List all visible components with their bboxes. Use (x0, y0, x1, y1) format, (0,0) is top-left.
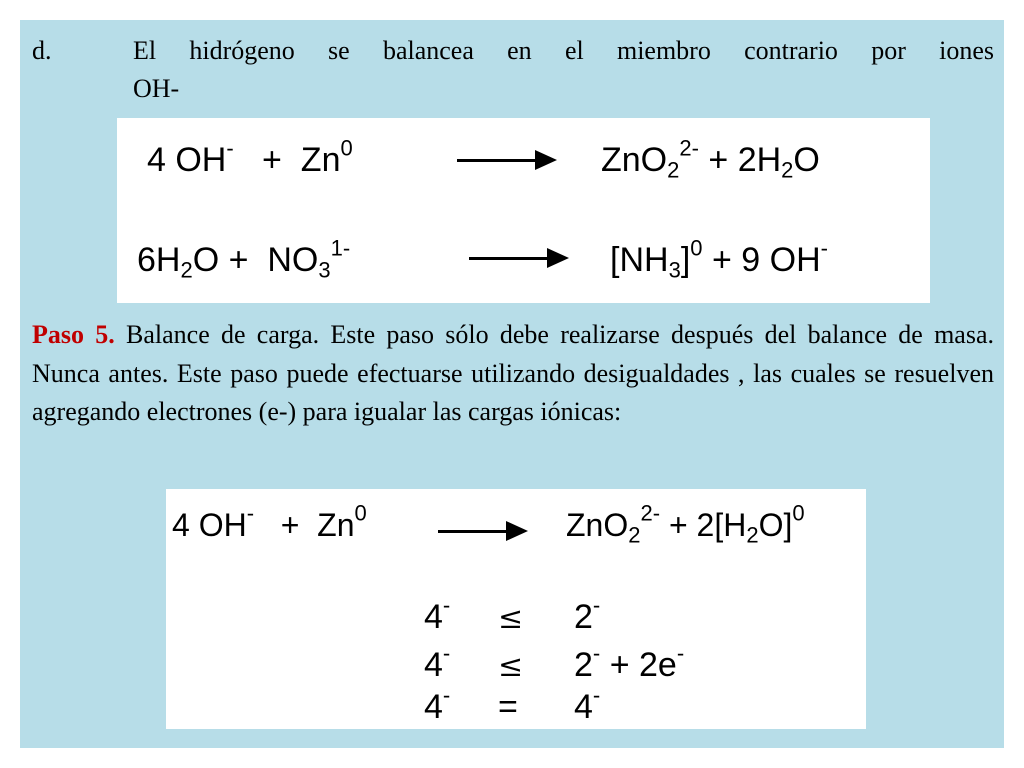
equation-1-right: $ZnO_2^{2-} + 2H_2O$ (601, 135, 820, 183)
charge-row-2-right: 2- + 2e- (574, 640, 685, 684)
paso-5-label: Paso 5. (32, 320, 115, 349)
item-d-text-line1: El hidrógeno se balancea en el miembro contrario por iones (133, 36, 994, 65)
reaction-arrow-icon (469, 248, 569, 268)
paso-5-body: Balance de carga. Este paso sólo debe realizarse después del balance de masa. Nunca antes. Este paso puede efectuarse utilizando desigualdades , las cuales se resuelven agregando electrones (e-) para igualar las cargas iónicas: (32, 320, 994, 426)
equals-symbol: = (498, 688, 518, 726)
equation-1-left: 4 OH- + Zn$^0$ (147, 135, 353, 179)
item-d-text-line2: OH- (133, 74, 180, 103)
charge-row-3-right: 4- (574, 682, 601, 726)
equation-box-mass-balance (117, 118, 930, 303)
leq-symbol-1: ≤ (498, 601, 524, 636)
equation-2-right: $[NH_3]^0 + 9$ OH- (610, 235, 828, 283)
equation-3-left: 4 OH- + Zn$^0$ (172, 500, 367, 543)
item-d (32, 32, 994, 108)
charge-row-2-left: 4- (424, 640, 451, 684)
equation-2-left: $6H_2O + NO_3^{1-}$ (137, 235, 351, 283)
slide (20, 20, 1004, 748)
reaction-arrow-icon (438, 521, 528, 541)
equation-box-charge-balance (166, 489, 866, 729)
reaction-arrow-icon (457, 150, 557, 170)
equation-3-right: $ZnO_2^{2-} + 2[H_2O]^0$ (566, 500, 805, 548)
leq-symbol-2: ≤ (498, 649, 524, 684)
charge-row-3-left: 4- (424, 682, 451, 726)
charge-row-1-left: 4- (424, 592, 451, 636)
paso-5-paragraph (32, 316, 994, 432)
item-d-marker: d. (32, 36, 52, 65)
charge-row-1-right: 2- (574, 592, 601, 636)
